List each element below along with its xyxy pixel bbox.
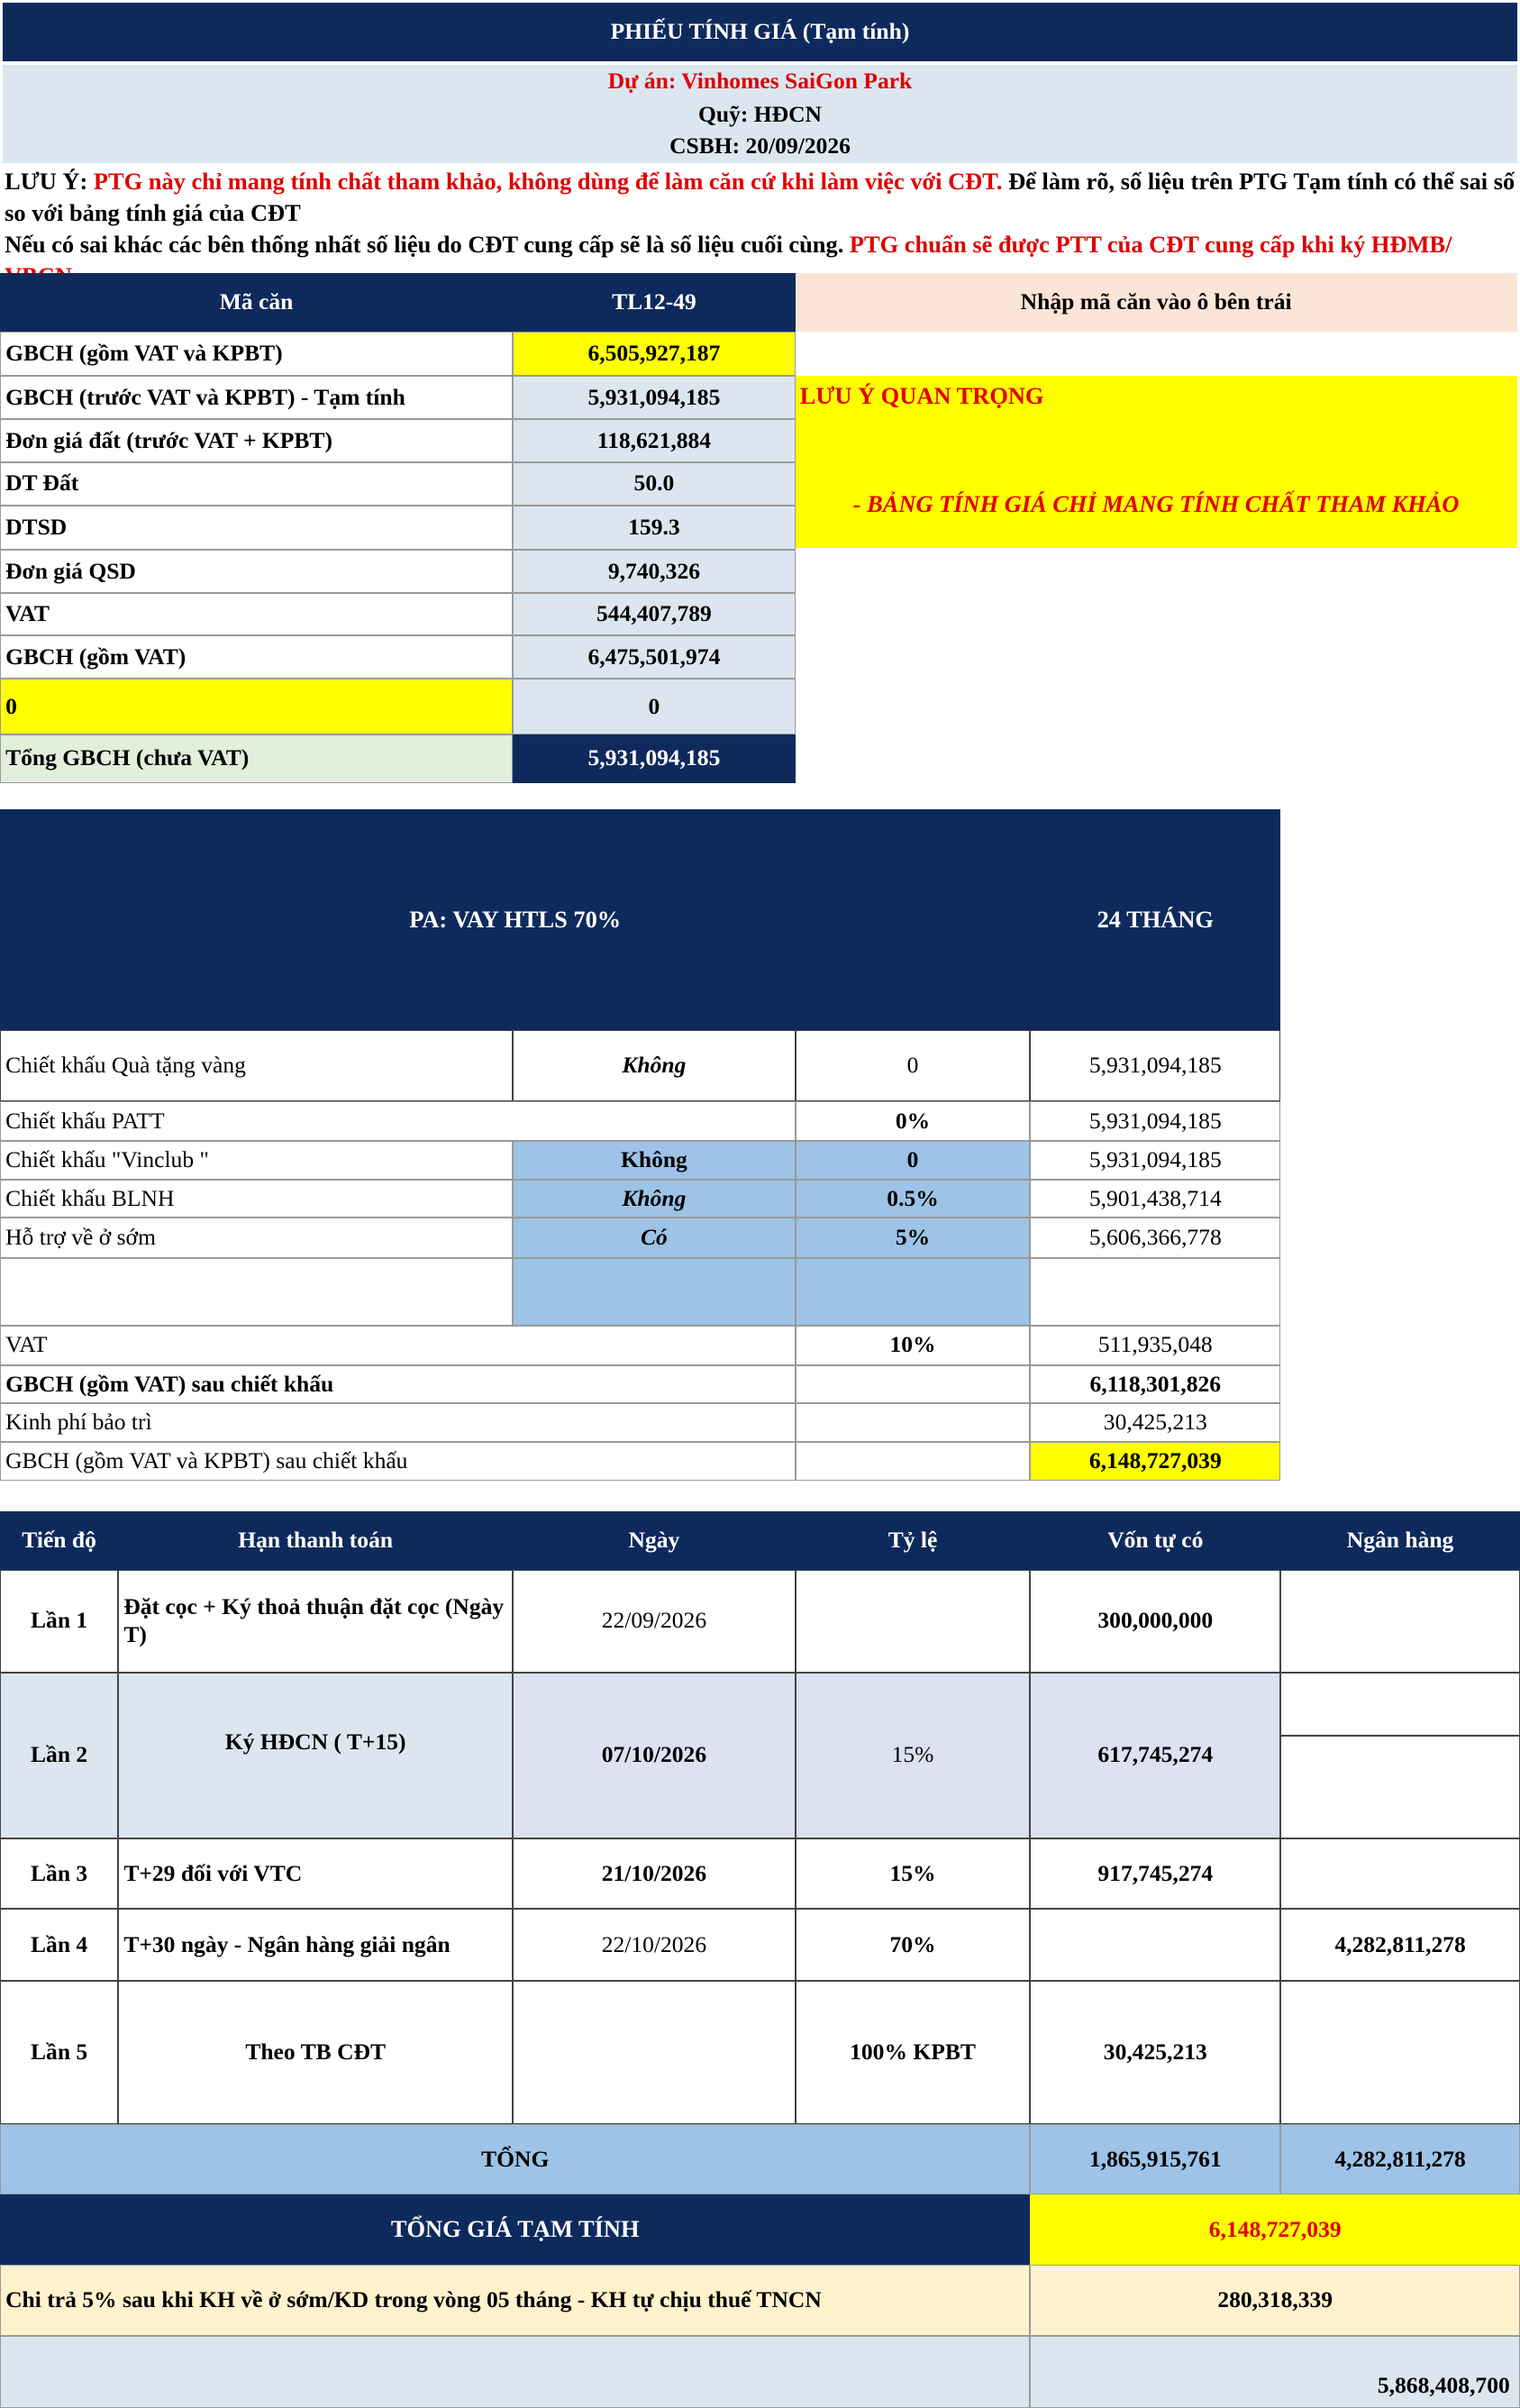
total-rate [796, 1442, 1031, 1481]
price-row-label: GBCH (gồm VAT và KPBT) [0, 332, 513, 376]
price-row-value: 0 [513, 679, 796, 734]
schedule-bank [1280, 1981, 1520, 2123]
schedule-total-label: TỔNG [0, 2124, 1030, 2194]
sales-policy: CSBH: 20/09/2026 [3, 131, 1516, 163]
warning-text: - BẢNG TÍNH GIÁ CHỈ MANG TÍNH CHẤT THAM KHẢO [852, 489, 1460, 517]
empty-cell [0, 2336, 1030, 2408]
schedule-header: Ngân hàng [1280, 1511, 1520, 1570]
price-row-label: DTSD [0, 506, 513, 550]
schedule-date: 22/10/2026 [513, 1909, 796, 1981]
schedule-date: 21/10/2026 [513, 1838, 796, 1909]
total-amount: 30,425,213 [1030, 1403, 1280, 1442]
schedule-rate: 15% [796, 1838, 1031, 1909]
schedule-term: Ký HĐCN ( T+15) [118, 1673, 513, 1838]
schedule-stage: Lần 5 [0, 1981, 118, 2123]
schedule-stage: Lần 2 [0, 1673, 118, 1838]
price-row-label: 0 [0, 679, 513, 734]
schedule-stage: Lần 3 [0, 1838, 118, 1909]
price-row-label: Đơn giá QSD [0, 550, 513, 593]
schedule-bank [1280, 1570, 1520, 1673]
discount-label: Chiết khấu "Vinclub " [0, 1141, 513, 1180]
price-row-value: 50.0 [513, 462, 796, 506]
price-row-label: DT Đất [0, 462, 513, 506]
schedule-own-capital: 300,000,000 [1030, 1570, 1280, 1673]
unit-code-label: Mã căn [0, 273, 513, 332]
schedule-stage: Lần 4 [0, 1909, 118, 1981]
schedule-header: Vốn tự có [1030, 1511, 1280, 1570]
discount-label: Chiết khấu PATT [0, 1101, 796, 1141]
schedule-own-capital: 30,425,213 [1030, 1981, 1280, 2123]
schedule-term: T+29 đối với VTC [118, 1838, 513, 1909]
empty-cell [796, 1258, 1031, 1326]
total-amount: 6,118,301,826 [1030, 1365, 1280, 1404]
total-label: Kinh phí bảo trì [0, 1403, 796, 1442]
schedule-header: Hạn thanh toán [118, 1511, 513, 1570]
schedule-own-capital: 917,745,274 [1030, 1838, 1280, 1909]
schedule-rate [796, 1570, 1031, 1673]
schedule-term: T+30 ngày - Ngân hàng giải ngân [118, 1909, 513, 1981]
discount-option[interactable]: Có [513, 1218, 796, 1257]
total-label: GBCH (gồm VAT) sau chiết khấu [0, 1365, 796, 1404]
discount-rate: 0 [796, 1030, 1031, 1100]
discount-option[interactable]: Không [513, 1141, 796, 1180]
total-label: GBCH (gồm VAT và KPBT) sau chiết khấu [0, 1442, 796, 1481]
project-name: Dự án: Vinhomes SaiGon Park [3, 65, 1516, 98]
empty-cell [513, 1258, 796, 1326]
total-amount: 511,935,048 [1030, 1326, 1280, 1365]
empty-cell [1030, 1258, 1280, 1326]
schedule-date [513, 1981, 796, 2123]
discount-amount: 5,931,094,185 [1030, 1141, 1280, 1180]
refund-label: Chi trả 5% sau khi KH về ở sớm/KD trong vòng 05 tháng - KH tự chịu thuế TNCN [0, 2265, 1030, 2335]
schedule-total-bank: 4,282,811,278 [1280, 2124, 1520, 2194]
price-row-label: GBCH (trước VAT và KPBT) - Tạm tính [0, 376, 513, 419]
price-row-label: Tổng GBCH (chưa VAT) [0, 734, 513, 784]
schedule-header: Tỷ lệ [796, 1511, 1031, 1570]
warning-title: LƯU Ý QUAN TRỌNG [799, 382, 1044, 410]
price-row-value: 118,621,884 [513, 419, 796, 462]
schedule-term: Theo TB CĐT [118, 1981, 513, 2123]
discount-amount: 5,931,094,185 [1030, 1030, 1280, 1100]
price-row-value: 544,407,789 [513, 593, 796, 636]
schedule-header: Tiến độ [0, 1511, 118, 1570]
schedule-own-capital [1030, 1909, 1280, 1981]
note-black-1: Để làm rõ, số liệu trên PTG Tạm tính có thể sai số so với bảng tính giá của CĐT [5, 168, 1515, 226]
final-value: 5,868,408,700 [1030, 2336, 1520, 2408]
grand-total-label: TỔNG GIÁ TẠM TÍNH [0, 2194, 1030, 2265]
price-row-value: 159.3 [513, 506, 796, 550]
empty-cell [1280, 1736, 1520, 1838]
page-title: PHIẾU TÍNH GIÁ (Tạm tính) [3, 3, 1516, 61]
warning-box [796, 376, 1517, 548]
discount-rate: 0% [796, 1101, 1031, 1141]
schedule-bank [1280, 1838, 1520, 1909]
schedule-rate: 100% KPBT [796, 1981, 1031, 2123]
schedule-header: Ngày [513, 1511, 796, 1570]
plan-term: 24 THÁNG [1030, 809, 1280, 1030]
schedule-date: 07/10/2026 [513, 1673, 796, 1838]
schedule-stage: Lần 1 [0, 1570, 118, 1673]
note-red-1: PTG này chỉ mang tính chất tham khảo, không dùng để làm căn cứ khi làm việc với CĐT. [93, 168, 1003, 196]
total-amount: 6,148,727,039 [1030, 1442, 1280, 1481]
price-row-value: 6,475,501,974 [513, 635, 796, 679]
grand-total-value: 6,148,727,039 [1030, 2194, 1520, 2265]
plan-title: PA: VAY HTLS 70% [0, 809, 1030, 1030]
discount-rate: 0 [796, 1141, 1031, 1180]
schedule-rate: 70% [796, 1909, 1031, 1981]
schedule-bank [1280, 1673, 1520, 1736]
discount-amount: 5,606,366,778 [1030, 1218, 1280, 1257]
disclaimer-note [0, 163, 1520, 274]
discount-rate: 5% [796, 1218, 1031, 1257]
schedule-own-capital: 617,745,274 [1030, 1673, 1280, 1838]
price-row-value: 5,931,094,185 [513, 376, 796, 419]
price-row-label: VAT [0, 593, 513, 636]
schedule-rate: 15% [796, 1673, 1031, 1838]
note-red-2: PTG chuẩn sẽ được PTT của CĐT cung cấp khi ký HĐMB/ [849, 230, 1452, 258]
schedule-date: 22/09/2026 [513, 1570, 796, 1673]
schedule-term: Đặt cọc + Ký thoả thuận đặt cọc (Ngày T) [118, 1570, 513, 1673]
empty-cell [0, 1258, 513, 1326]
discount-label: Hỗ trợ về ở sớm [0, 1218, 513, 1257]
discount-option[interactable]: Không [513, 1180, 796, 1218]
total-rate: 10% [796, 1326, 1031, 1365]
total-label: VAT [0, 1326, 796, 1365]
discount-label: Chiết khấu BLNH [0, 1180, 513, 1218]
discount-option[interactable]: Không [513, 1030, 796, 1100]
unit-code-hint: Nhập mã căn vào ô bên trái [796, 273, 1517, 332]
price-row-value: 9,740,326 [513, 550, 796, 593]
unit-code-input[interactable]: TL12-49 [513, 273, 796, 332]
schedule-bank: 4,282,811,278 [1280, 1909, 1520, 1981]
discount-amount: 5,901,438,714 [1030, 1180, 1280, 1218]
price-row-label: GBCH (gồm VAT) [0, 635, 513, 679]
refund-value: 280,318,339 [1030, 2265, 1520, 2335]
price-row-value: 6,505,927,187 [513, 332, 796, 376]
total-rate [796, 1365, 1031, 1404]
price-row-value: 5,931,094,185 [513, 734, 796, 784]
fund-name: Quỹ: HĐCN [3, 98, 1516, 131]
note-black-2: Nếu có sai khác các bên thống nhất số liệu do CĐT cung cấp sẽ là số liệu cuối cùng. [5, 230, 850, 258]
discount-rate: 0.5% [796, 1180, 1031, 1218]
discount-label: Chiết khấu Quà tặng vàng [0, 1030, 513, 1100]
note-label: LƯU Ý: [5, 168, 94, 196]
price-row-label: Đơn giá đất (trước VAT + KPBT) [0, 419, 513, 462]
total-rate [796, 1403, 1031, 1442]
discount-amount: 5,931,094,185 [1030, 1101, 1280, 1141]
schedule-total-own: 1,865,915,761 [1030, 2124, 1280, 2194]
